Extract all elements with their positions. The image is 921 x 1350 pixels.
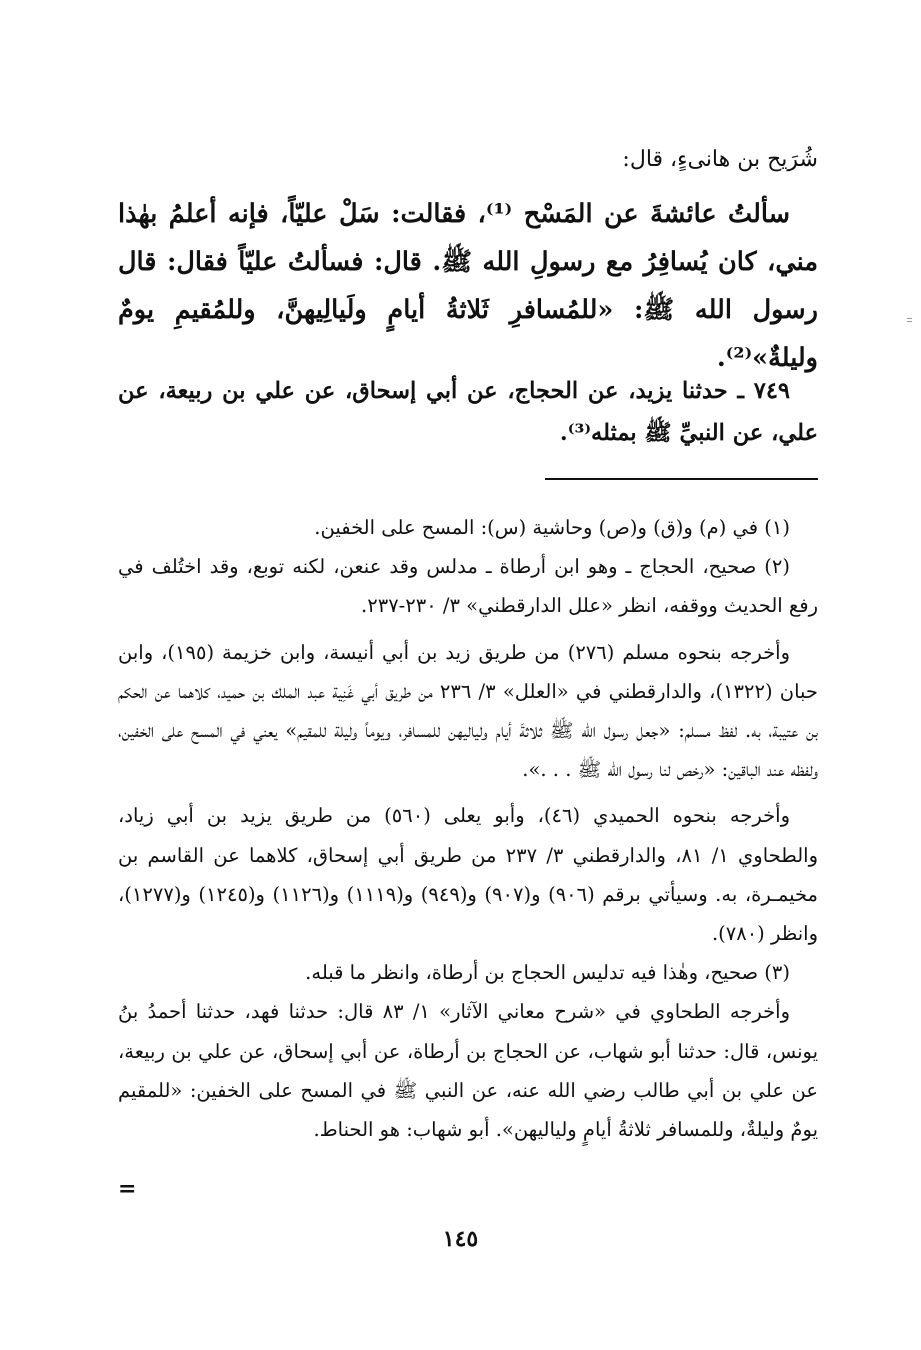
footnote-3: (٣) صحيح، وهٰذا فيه تدليس الحجاج بن أرطاة، وانظر ما قبله. <box>305 961 790 985</box>
page-number: ١٤٥ <box>442 1226 479 1252</box>
main-paragraph: سألتُ عائشةَ عن المَسْح ⁽¹⁾، فقالت: سَلْ عليّاً، فإنه أعلمُ بهٰذا مني، كان يُسافِرُ مع رسولِ الله ﷺ. قال: فسألتُ عليّاً فقال: قال رسول الله ﷺ: «للمُسافرِ ثَلاثةُ أيامٍ ولَيالِيهنَّ، وللمُقيمِ يومٌ وليلةٌ»⁽²⁾. <box>118 199 818 373</box>
main-hadith-text <box>118 190 818 382</box>
footnotes <box>118 508 818 1149</box>
hadith-749-paragraph: ٧٤٩ ـ حدثنا يزيد، عن الحجاج، عن أبي إسحاق، عن علي بن ربيعة، عن علي، عن النبيِّ ﷺ بمثله⁽³⁾. <box>118 378 818 446</box>
footnote-divider <box>545 478 818 480</box>
margin-mark <box>906 318 912 324</box>
footnote-1: (١) في (م) و(ق) و(ص) وحاشية (س): المسح على الخفين. <box>314 516 790 539</box>
footnote-3-sources: وأخرجه الطحاوي في «شرح معاني الآثار» ١/ ٨٣ قال: حدثنا فهد، حدثنا أحمدُ بنُ يونس، قال: حدثنا أبو شهاب، عن الحجاج بن أرطاة، عن أبي إسحاق، عن علي بن ربيعة، عن علي بن أبي طالب رضي الله عنه، عن النبي ﷺ في المسح على الخفين: «للمقيم يومٌ وليلةٌ، وللمسافر ثلاثةُ أيامٍ ولياليهن». أبو شهاب: هو الحناط. <box>118 1000 818 1142</box>
continuation-mark: = <box>118 1176 137 1202</box>
intro-text: شُرَيح بن هانىءٍ، قال: <box>622 147 818 172</box>
hadith-749 <box>118 370 818 454</box>
intro-line <box>118 140 818 180</box>
footnote-2: (٢) صحيح، الحجاج ـ وهو ابن أرطاة ـ مدلس وقد عنعن، لكنه توبع، وقد اختُلف في رفع الحديث ووقفه، انظر «علل الدارقطني» ٣/ ٢٣٠-٢٣٧. <box>118 555 818 618</box>
footnote-2-sources: وأخرجه بنحوه مسلم (٢٧٦) من طريق زيد بن أبي أنيسة، وابن خزيمة (١٩٥)، وابن حبان (١٣٢٢)، والدارقطني في «العلل» ٣/ ٢٣٦ من طريق أبي غَنِية عبد الملك بن حميد، كلاهما عن الحكم بن عتيبة، به. لفظ مسلم: «جعل رسول الله ﷺ ثلاثةَ أيام ولياليهن للمسافر، ويوماً وليلة للمقيم» يعني في المسح على الخفين، ولفظه عند الباقين: «رخص لنا رسول الله ﷺ . . .». <box>118 640 818 782</box>
footnote-2-more-sources: وأخرجه بنحوه الحميدي (٤٦)، وأبو يعلى (٥٦٠) من طريق يزيد بن أبي زياد، والطحاوي ١/ ٨١، والدارقطني ٣/ ٢٣٧ من طريق أبي إسحاق، كلاهما عن القاسم بن مخيمـرة، به. وسيأتي برقم (٩٠٦) و(٩٠٧) و(٩٤٩) و(١١١٩) و(١١٢٦) و(١٢٤٥) و(١٢٧٧)، وانظر (٧٨٠). <box>118 804 819 946</box>
